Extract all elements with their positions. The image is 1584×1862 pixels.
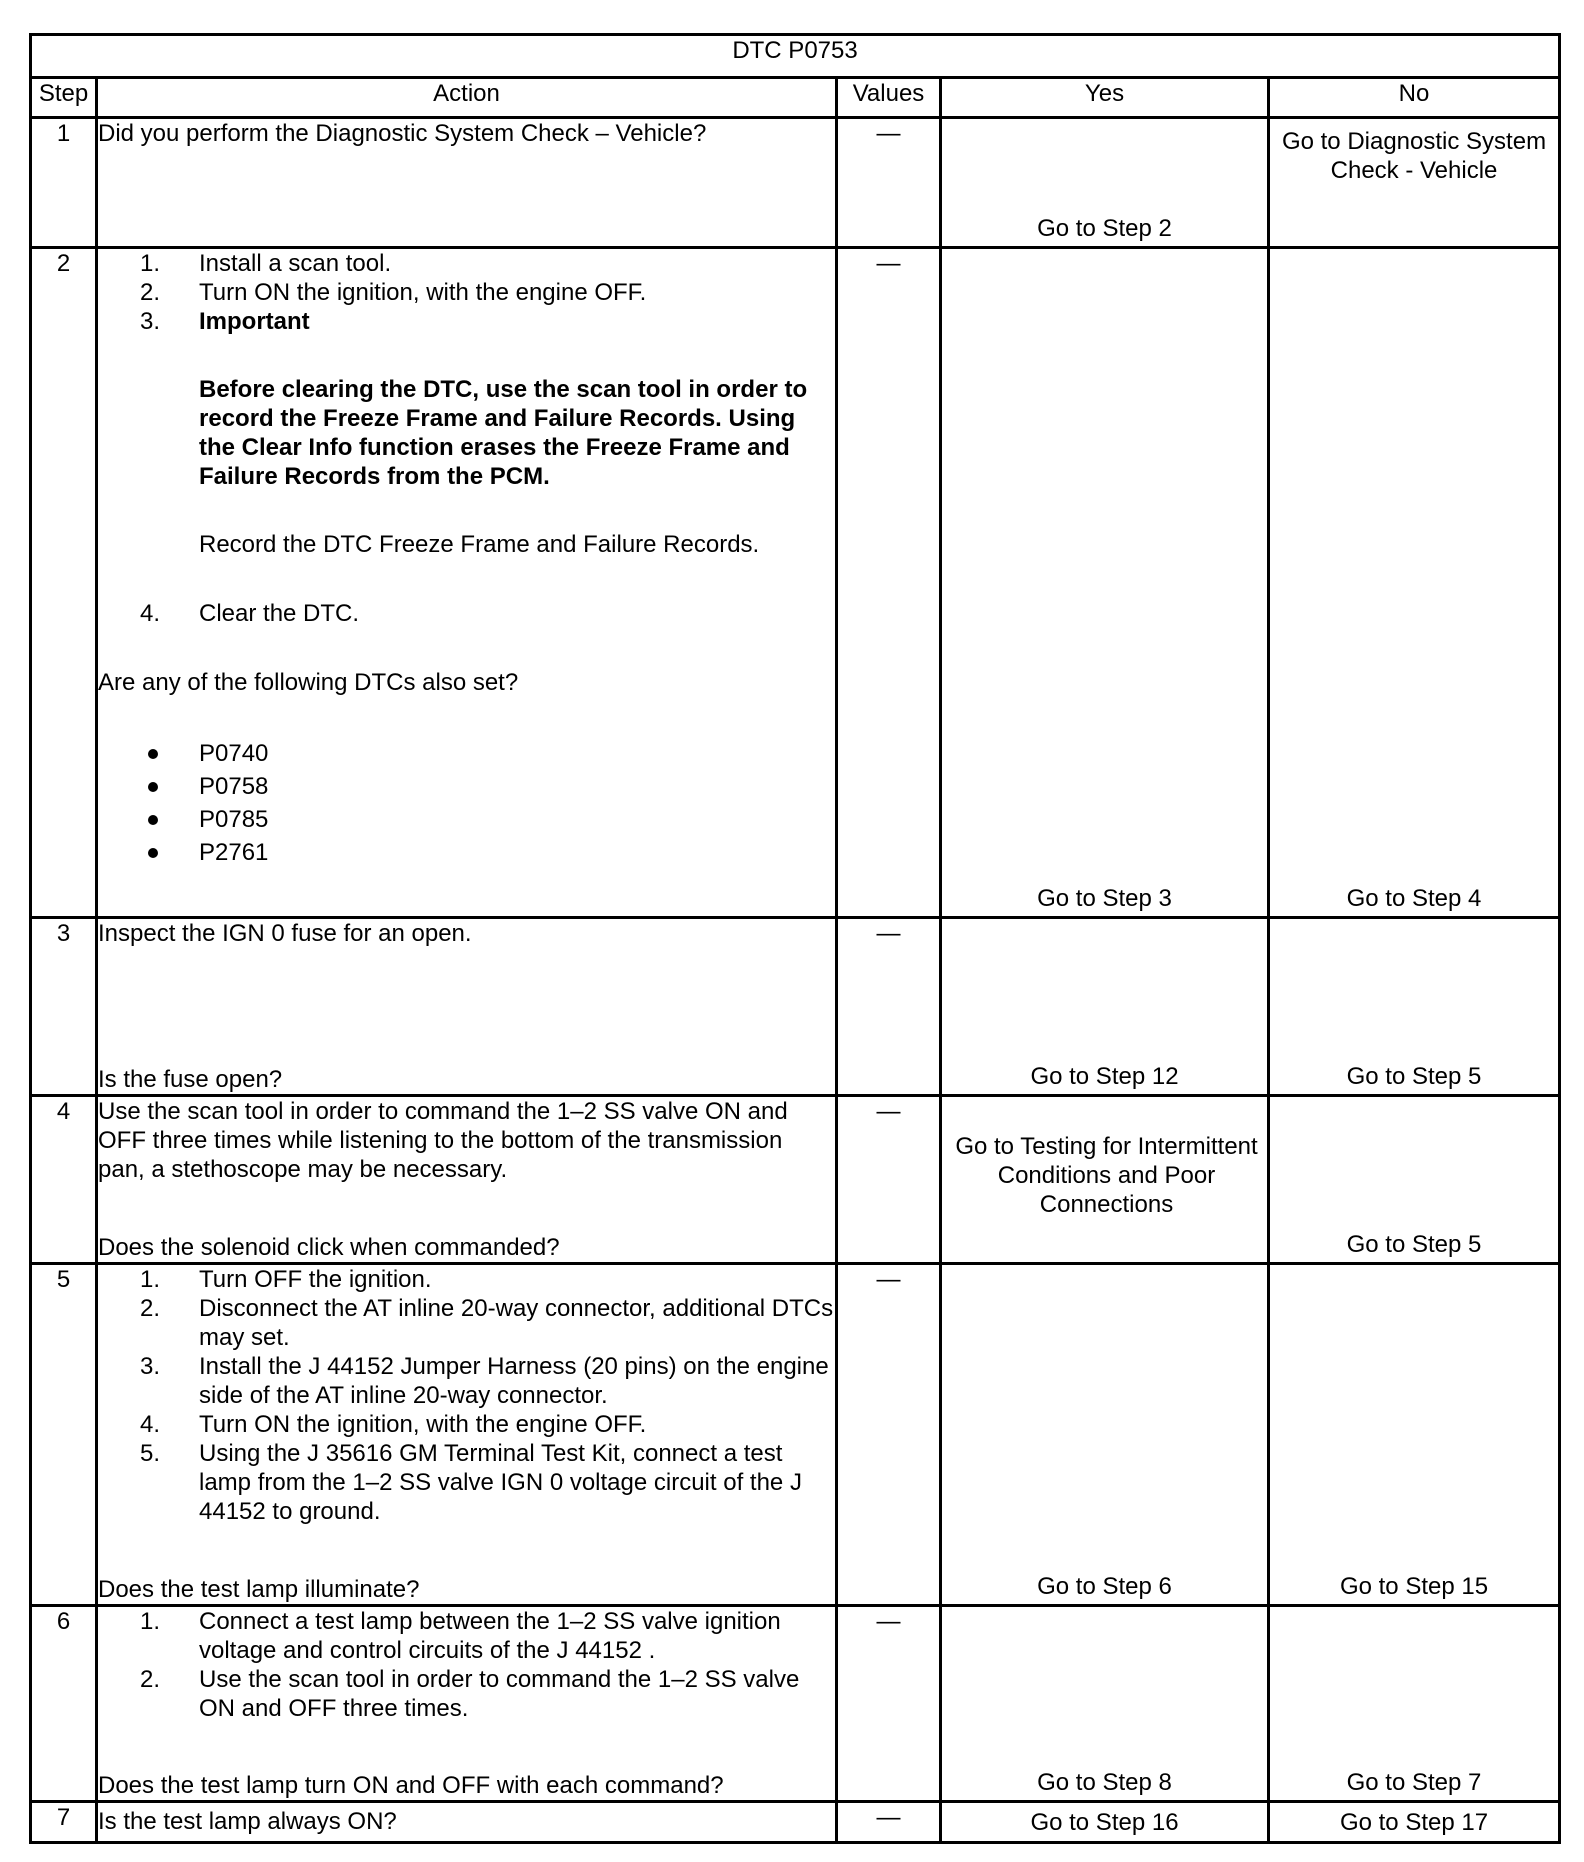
no-cell <box>1269 1264 1560 1606</box>
list-number: 4. <box>139 1411 160 1438</box>
important-label: Important <box>199 308 310 335</box>
action-cell <box>97 1606 837 1802</box>
action-cell <box>97 1096 837 1264</box>
list-item <box>98 599 835 628</box>
yes-link[interactable]: Go to Step 12 <box>1030 1063 1179 1090</box>
question-text: Does the test lamp illuminate? <box>98 1576 420 1603</box>
yes-cell <box>941 248 1269 918</box>
list-item <box>98 1607 835 1665</box>
list-item <box>98 1665 835 1723</box>
list-item <box>98 1294 835 1352</box>
action-cell <box>97 248 837 918</box>
instruction-list <box>98 1265 835 1526</box>
header-row <box>31 78 1560 118</box>
action-text: Did you perform the Diagnostic System Check – Vehicle? <box>98 120 707 147</box>
values-cell: — <box>837 1096 941 1264</box>
yes-cell <box>941 918 1269 1096</box>
question-text: Does the test lamp turn ON and OFF with each command? <box>98 1772 724 1799</box>
list-number: 2. <box>139 1295 160 1322</box>
dtc-code: P0740 <box>199 740 269 767</box>
list-text: Connect a test lamp between the 1–2 SS valve ignition voltage and control circuits of the J 44152 . <box>199 1608 781 1664</box>
header-yes: Yes <box>941 78 1269 118</box>
instruction-list <box>98 1607 835 1723</box>
list-item <box>98 803 835 836</box>
instruction-list <box>98 249 835 336</box>
no-cell <box>1269 1096 1560 1264</box>
values-cell: — <box>837 1802 941 1843</box>
list-text: Install a scan tool. <box>199 250 392 277</box>
list-item <box>98 737 835 770</box>
table-row <box>31 1264 1560 1606</box>
yes-link[interactable]: Go to Testing for Intermittent Conditions and Poor Connections <box>955 1132 1258 1218</box>
instruction-list <box>98 599 835 628</box>
step-number: 1 <box>31 118 97 248</box>
list-number: 2. <box>139 1666 160 1693</box>
yes-link[interactable]: Go to Step 8 <box>1037 1769 1172 1796</box>
action-text: Use the scan tool in order to command the 1–2 SS valve ON and OFF three times while listening to the bottom of the transmission pan, a stethoscope may be necessary. <box>98 1098 788 1183</box>
no-link[interactable]: Go to Step 5 <box>1346 1063 1482 1090</box>
question-text: Does the solenoid click when commanded? <box>98 1234 560 1261</box>
no-link[interactable]: Go to Step 17 <box>1269 1802 1560 1843</box>
values-cell: — <box>837 1264 941 1606</box>
list-item <box>98 1439 835 1526</box>
header-action: Action <box>97 78 837 118</box>
list-item <box>98 836 835 869</box>
list-text: Turn ON the ignition, with the engine OFF. <box>199 1411 647 1438</box>
step-number: 7 <box>31 1802 97 1843</box>
list-number: 2. <box>139 279 160 306</box>
values-cell: — <box>837 118 941 248</box>
question-text: Are any of the following DTCs also set? <box>98 669 519 696</box>
yes-cell <box>941 1264 1269 1606</box>
list-number: 1. <box>139 1266 160 1293</box>
yes-link[interactable]: Go to Step 16 <box>941 1802 1269 1843</box>
list-item <box>98 249 835 278</box>
no-cell <box>1269 918 1560 1096</box>
no-link[interactable]: Go to Step 15 <box>1339 1573 1489 1600</box>
bullet-icon <box>98 782 199 792</box>
list-number: 5. <box>139 1440 160 1467</box>
dtc-bullet-list <box>98 737 835 869</box>
no-link[interactable]: Go to Step 5 <box>1346 1231 1482 1258</box>
list-item <box>98 1352 835 1410</box>
step-number: 2 <box>31 248 97 918</box>
bullet-icon <box>98 815 199 825</box>
list-text: Turn OFF the ignition. <box>199 1266 432 1293</box>
list-text: Clear the DTC. <box>199 600 360 627</box>
list-text: Using the J 35616 GM Terminal Test Kit, connect a test lamp from the 1–2 SS valve IGN 0 voltage circuit of the J 44152 to ground. <box>199 1440 802 1525</box>
dtc-code: P0758 <box>199 773 269 800</box>
title-row <box>31 35 1560 78</box>
step-number: 5 <box>31 1264 97 1606</box>
bullet-icon <box>98 848 199 858</box>
list-number: 4. <box>139 600 160 627</box>
list-item <box>98 278 835 307</box>
list-item <box>98 1410 835 1439</box>
list-text: Use the scan tool in order to command the 1–2 SS valve ON and OFF three times. <box>199 1666 800 1722</box>
list-item <box>98 770 835 803</box>
table-row <box>31 1802 1560 1843</box>
yes-cell <box>941 1096 1269 1264</box>
no-cell <box>1269 1606 1560 1802</box>
no-cell <box>1269 248 1560 918</box>
list-number: 3. <box>139 308 160 335</box>
dtc-table <box>29 33 1561 1844</box>
list-text: Turn ON the ignition, with the engine OFF. <box>199 279 647 306</box>
table-row <box>31 118 1560 248</box>
table-title: DTC P0753 <box>31 35 1560 78</box>
yes-cell <box>941 1606 1269 1802</box>
list-number: 1. <box>139 250 160 277</box>
table-row <box>31 1096 1560 1264</box>
question-text: Is the fuse open? <box>98 1066 283 1093</box>
list-number: 1. <box>139 1608 160 1635</box>
yes-link[interactable]: Go to Step 6 <box>1037 1573 1172 1600</box>
list-number: 3. <box>139 1353 160 1380</box>
record-instruction: Record the DTC Freeze Frame and Failure Records. <box>199 531 760 558</box>
no-link[interactable]: Go to Diagnostic System Check - Vehicle <box>1281 128 1547 184</box>
action-cell <box>97 918 837 1096</box>
no-link[interactable]: Go to Step 7 <box>1346 1769 1482 1796</box>
yes-link[interactable]: Go to Step 2 <box>1037 215 1172 242</box>
table-row <box>31 918 1560 1096</box>
list-text: Install the J 44152 Jumper Harness (20 pins) on the engine side of the AT inline 20-way connector. <box>199 1353 829 1409</box>
list-item <box>98 307 835 336</box>
header-no: No <box>1269 78 1560 118</box>
step-number: 4 <box>31 1096 97 1264</box>
action-cell <box>97 1264 837 1606</box>
no-link[interactable]: Go to Step 4 <box>1346 885 1482 912</box>
step-number: 3 <box>31 918 97 1096</box>
action-cell <box>97 118 837 248</box>
action-cell <box>97 1802 837 1843</box>
values-cell: — <box>837 918 941 1096</box>
header-step: Step <box>31 78 97 118</box>
yes-link[interactable]: Go to Step 3 <box>1037 885 1172 912</box>
dtc-code: P0785 <box>199 806 269 833</box>
important-note: Before clearing the DTC, use the scan tool in order to record the Freeze Frame and Failure Records. Using the Clear Info function erases the Freeze Frame and Failure Records from the PCM. <box>199 376 808 490</box>
action-text: Inspect the IGN 0 fuse for an open. <box>98 920 472 947</box>
list-text: Disconnect the AT inline 20-way connector, additional DTCs may set. <box>199 1295 834 1351</box>
table-row <box>31 1606 1560 1802</box>
dtc-code: P2761 <box>199 839 269 866</box>
step-number: 6 <box>31 1606 97 1802</box>
values-cell: — <box>837 1606 941 1802</box>
list-item <box>98 1265 835 1294</box>
action-text: Is the test lamp always ON? <box>98 1808 397 1835</box>
no-cell <box>1269 118 1560 248</box>
yes-cell <box>941 118 1269 248</box>
header-values: Values <box>837 78 941 118</box>
bullet-icon <box>98 749 199 759</box>
table-row <box>31 248 1560 918</box>
values-cell: — <box>837 248 941 918</box>
